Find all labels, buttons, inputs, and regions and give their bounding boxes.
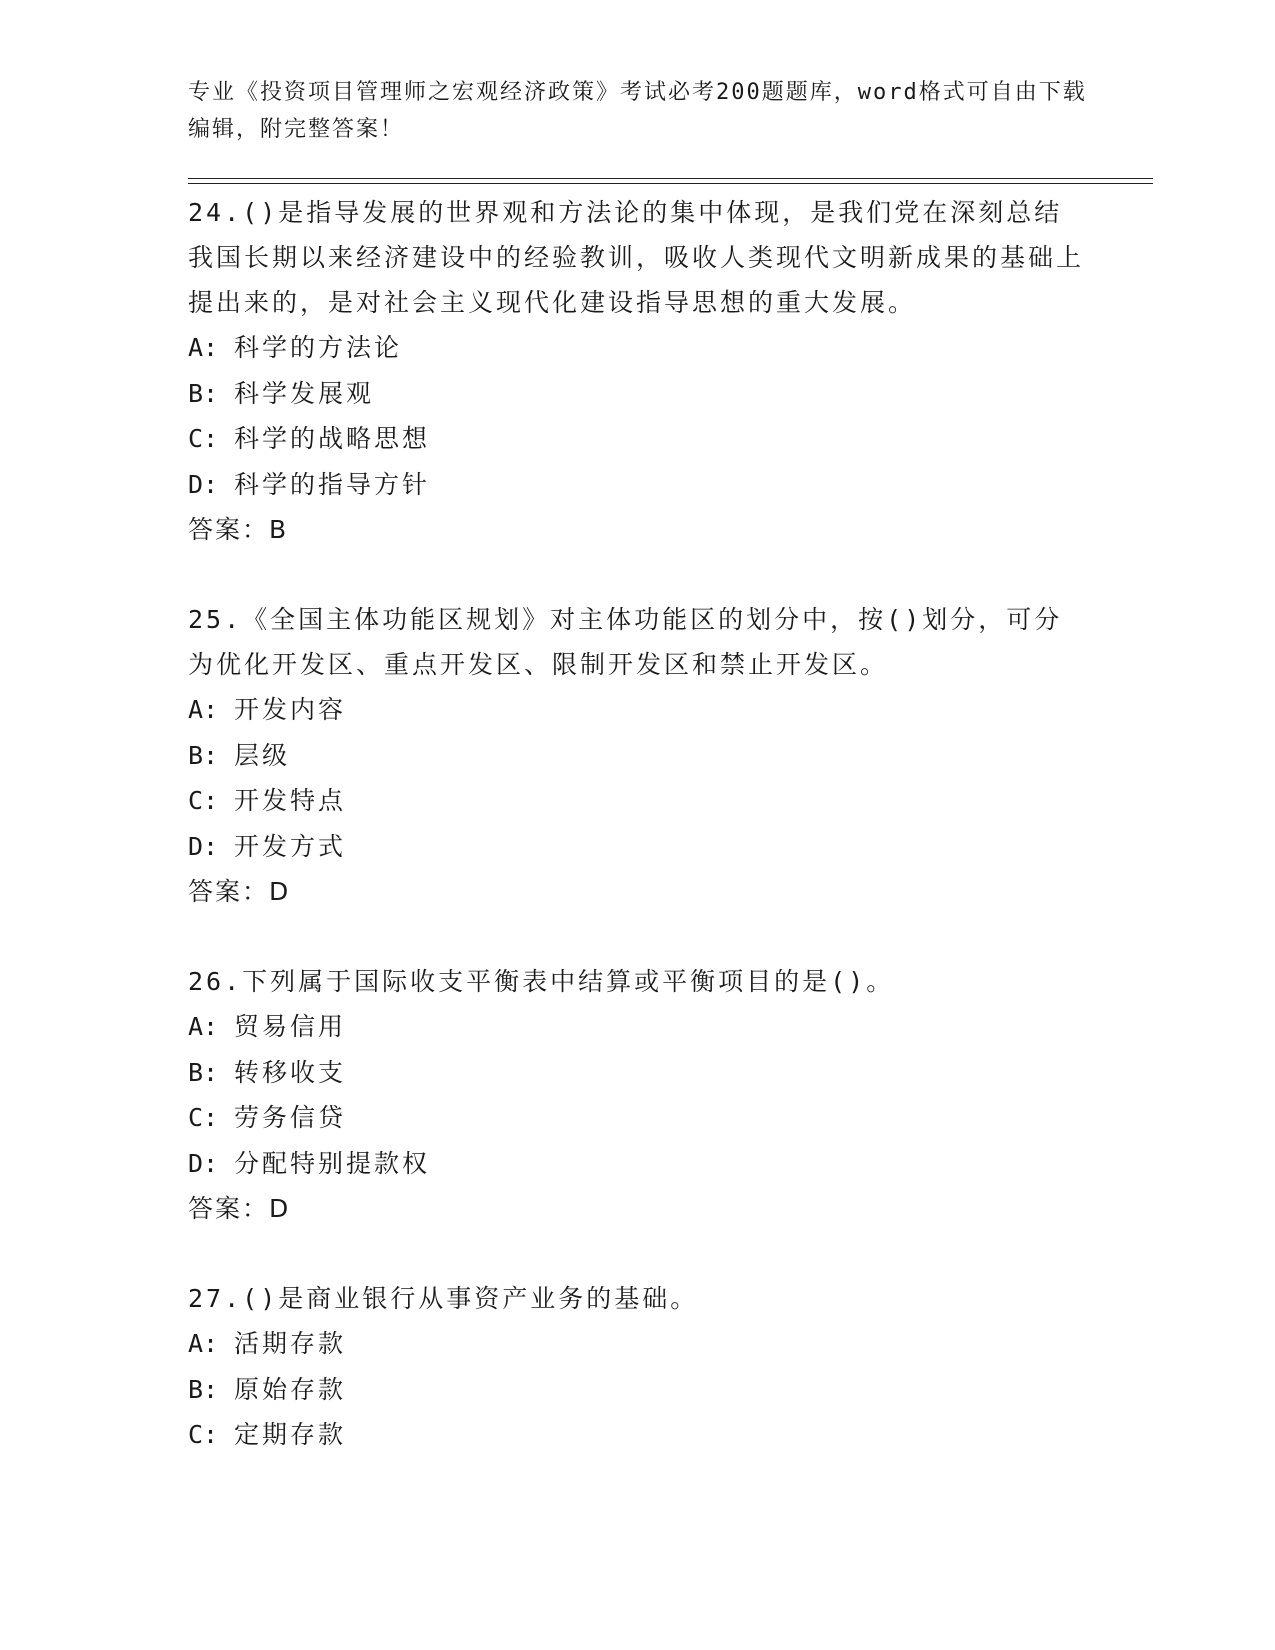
option-key: C: bbox=[188, 786, 219, 815]
question-stem: 27.()是商业银行从事资产业务的基础。 bbox=[188, 1284, 699, 1313]
document-header: 专业《投资项目管理师之宏观经济政策》考试必考200题题库，word格式可自由下载编辑，附完整答案！ bbox=[188, 80, 1087, 142]
option-key: A: bbox=[188, 333, 219, 362]
option-key: B: bbox=[188, 1057, 219, 1087]
option-key: B: bbox=[188, 1374, 219, 1404]
question-27 bbox=[188, 1276, 1088, 1458]
answer-line: 答案：D bbox=[188, 877, 291, 906]
option-a bbox=[188, 1321, 1088, 1367]
option-d bbox=[188, 462, 1088, 508]
option-key: C: bbox=[188, 1103, 219, 1132]
option-text: 开发特点 bbox=[234, 786, 347, 815]
option-a bbox=[188, 687, 1088, 733]
question-24 bbox=[188, 190, 1088, 553]
question-26 bbox=[188, 959, 1088, 1232]
question-25 bbox=[188, 597, 1088, 915]
option-text: 科学发展观 bbox=[234, 378, 375, 408]
option-key: B: bbox=[188, 378, 219, 408]
option-text: 贸易信用 bbox=[234, 1012, 347, 1041]
option-key: C: bbox=[188, 424, 219, 453]
option-key: A: bbox=[188, 1012, 219, 1041]
option-text: 原始存款 bbox=[234, 1374, 347, 1404]
option-key: C: bbox=[188, 1420, 219, 1449]
option-a bbox=[188, 1004, 1088, 1050]
question-stem: 26.下列属于国际收支平衡表中结算或平衡项目的是()。 bbox=[188, 967, 895, 996]
option-key: A: bbox=[188, 695, 219, 724]
answer-line: 答案：D bbox=[188, 1194, 291, 1223]
option-text: 开发方式 bbox=[234, 831, 347, 861]
answer-line: 答案：B bbox=[188, 515, 289, 544]
option-text: 科学的指导方针 bbox=[234, 469, 431, 499]
option-key: B: bbox=[188, 740, 219, 770]
option-d bbox=[188, 1141, 1088, 1187]
option-text: 分配特别提款权 bbox=[234, 1148, 431, 1178]
option-b bbox=[188, 371, 1088, 417]
option-d bbox=[188, 824, 1088, 870]
option-text: 劳务信贷 bbox=[234, 1103, 347, 1132]
option-b bbox=[188, 733, 1088, 779]
option-c bbox=[188, 1412, 1088, 1458]
header-divider bbox=[188, 178, 1153, 184]
option-text: 转移收支 bbox=[234, 1057, 347, 1087]
option-key: A: bbox=[188, 1329, 219, 1358]
option-b bbox=[188, 1050, 1088, 1096]
option-key: D: bbox=[188, 1148, 219, 1178]
option-text: 开发内容 bbox=[234, 695, 347, 724]
question-list bbox=[188, 190, 1088, 1458]
question-stem: 25.《全国主体功能区规划》对主体功能区的划分中，按()划分，可分为优化开发区、重点开发区、限制开发区和禁止开发区。 bbox=[188, 605, 1063, 679]
option-text: 科学的战略思想 bbox=[234, 424, 431, 453]
option-key: D: bbox=[188, 831, 219, 861]
option-text: 科学的方法论 bbox=[234, 333, 403, 362]
option-a bbox=[188, 325, 1088, 371]
option-text: 定期存款 bbox=[234, 1420, 347, 1449]
option-text: 活期存款 bbox=[234, 1329, 347, 1358]
option-b bbox=[188, 1367, 1088, 1413]
option-key: D: bbox=[188, 469, 219, 499]
option-text: 层级 bbox=[234, 740, 291, 770]
option-c bbox=[188, 778, 1088, 824]
option-c bbox=[188, 1095, 1088, 1141]
question-stem: 24.()是指导发展的世界观和方法论的集中体现，是我们党在深刻总结我国长期以来经济建设中的经验教训，吸收人类现代文明新成果的基础上提出来的，是对社会主义现代化建设指导思想的重大发展。 bbox=[188, 198, 1085, 317]
option-c bbox=[188, 416, 1088, 462]
